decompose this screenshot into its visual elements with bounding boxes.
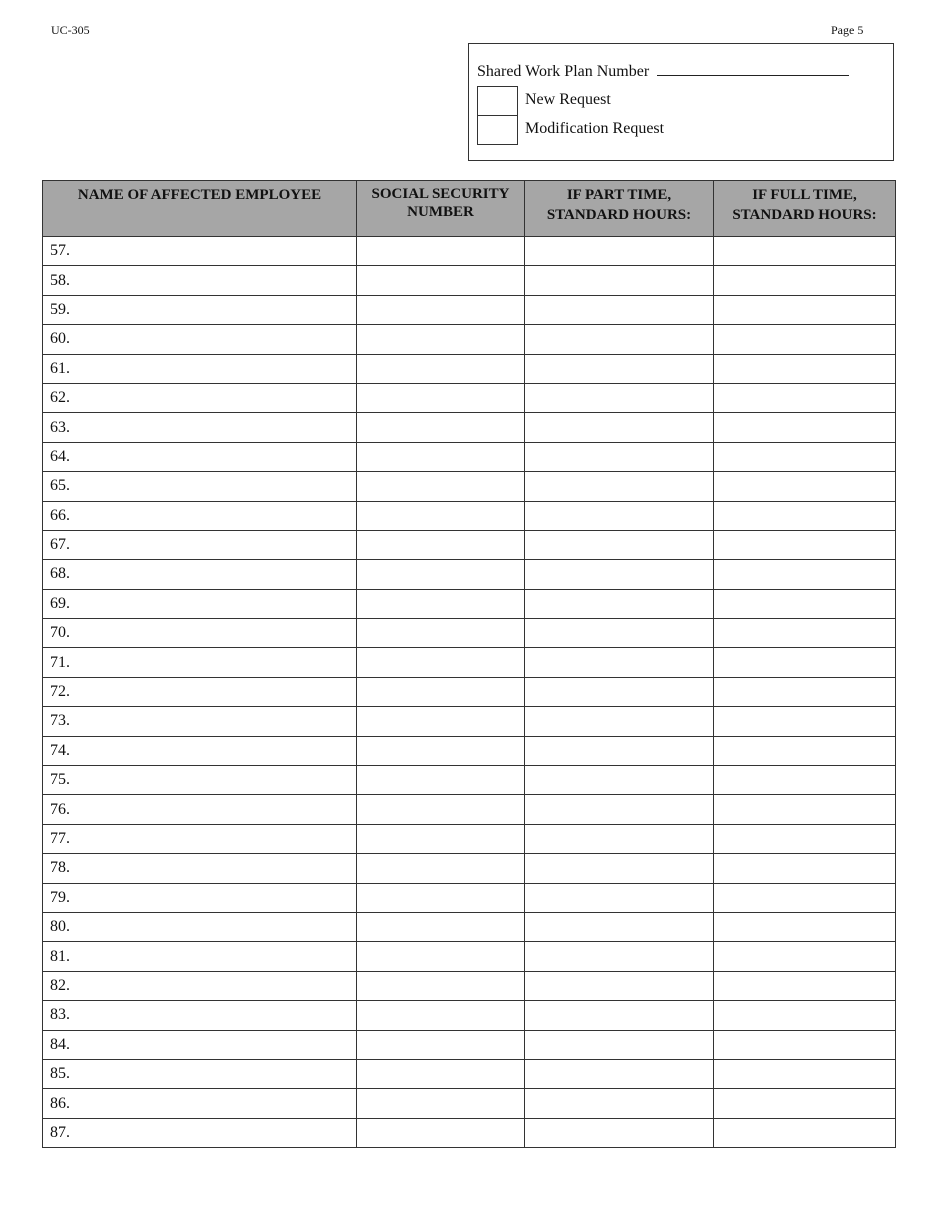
employee-name-cell[interactable]: 86.	[43, 1089, 357, 1118]
table-row	[43, 325, 896, 354]
part-time-hours-cell[interactable]	[525, 1089, 714, 1118]
table-row	[43, 736, 896, 765]
part-time-hours-cell[interactable]	[525, 325, 714, 354]
ssn-cell[interactable]	[357, 237, 525, 266]
full-time-hours-cell[interactable]	[714, 266, 896, 295]
part-time-hours-cell[interactable]	[525, 1118, 714, 1147]
ssn-cell[interactable]	[357, 677, 525, 706]
employee-name-cell[interactable]: 69.	[43, 589, 357, 618]
part-time-hours-cell[interactable]	[525, 472, 714, 501]
employee-name-cell[interactable]: 70.	[43, 619, 357, 648]
ssn-cell[interactable]	[357, 413, 525, 442]
table-row	[43, 883, 896, 912]
ssn-cell[interactable]	[357, 971, 525, 1000]
table-row	[43, 530, 896, 559]
part-time-hours-cell[interactable]	[525, 795, 714, 824]
employee-name-cell[interactable]: 87.	[43, 1118, 357, 1147]
employee-name-cell[interactable]: 62.	[43, 383, 357, 412]
modification-request-label: Modification Request	[525, 120, 665, 137]
table-row	[43, 1059, 896, 1088]
full-time-hours-cell[interactable]	[714, 472, 896, 501]
full-time-hours-cell[interactable]	[714, 530, 896, 559]
part-time-hours-cell[interactable]	[525, 883, 714, 912]
form-code: UC-305	[51, 23, 90, 37]
ssn-cell[interactable]	[357, 619, 525, 648]
full-time-hours-cell[interactable]	[714, 589, 896, 618]
employee-name-cell[interactable]: 74.	[43, 736, 357, 765]
ssn-cell[interactable]	[357, 854, 525, 883]
ssn-cell[interactable]	[357, 912, 525, 941]
employee-name-cell[interactable]: 77.	[43, 824, 357, 853]
full-time-hours-cell[interactable]	[714, 1030, 896, 1059]
employee-name-cell[interactable]: 63.	[43, 413, 357, 442]
ssn-cell[interactable]	[357, 325, 525, 354]
part-time-hours-cell[interactable]	[525, 530, 714, 559]
employee-name-cell[interactable]: 60.	[43, 325, 357, 354]
ssn-cell[interactable]	[357, 560, 525, 589]
employee-name-cell[interactable]: 85.	[43, 1059, 357, 1088]
part-time-hours-cell[interactable]	[525, 912, 714, 941]
employee-name-cell[interactable]: 79.	[43, 883, 357, 912]
table-row	[43, 942, 896, 971]
table-row	[43, 589, 896, 618]
page-number: Page 5	[831, 23, 864, 37]
full-time-hours-cell[interactable]	[714, 442, 896, 471]
table-row	[43, 501, 896, 530]
part-time-hours-cell[interactable]	[525, 237, 714, 266]
part-time-hours-cell[interactable]	[525, 648, 714, 677]
part-time-hours-cell[interactable]	[525, 619, 714, 648]
part-time-hours-cell[interactable]	[525, 501, 714, 530]
employee-name-cell[interactable]: 67.	[43, 530, 357, 559]
affected-employees-table	[42, 180, 896, 1148]
part-time-hours-cell[interactable]	[525, 766, 714, 795]
plan-number-line	[477, 61, 849, 81]
full-time-hours-cell[interactable]	[714, 824, 896, 853]
ssn-cell[interactable]	[357, 824, 525, 853]
table-row	[43, 560, 896, 589]
table-header-row	[43, 181, 896, 237]
full-time-hours-cell[interactable]	[714, 942, 896, 971]
table-row	[43, 383, 896, 412]
part-time-hours-cell[interactable]	[525, 1059, 714, 1088]
ssn-cell[interactable]	[357, 648, 525, 677]
table-row	[43, 912, 896, 941]
table-row	[43, 707, 896, 736]
ssn-cell[interactable]	[357, 883, 525, 912]
employee-name-cell[interactable]: 82.	[43, 971, 357, 1000]
part-time-hours-cell[interactable]	[525, 1030, 714, 1059]
part-time-hours-cell[interactable]	[525, 854, 714, 883]
ssn-cell[interactable]	[357, 295, 525, 324]
ssn-cell[interactable]	[357, 354, 525, 383]
table-row	[43, 648, 896, 677]
ssn-cell[interactable]	[357, 1089, 525, 1118]
full-time-hours-cell[interactable]	[714, 912, 896, 941]
employee-name-cell[interactable]: 76.	[43, 795, 357, 824]
plan-info-box	[468, 43, 894, 161]
header-full-time-hours: IF FULL TIME, STANDARD HOURS:	[714, 181, 896, 237]
table-row	[43, 619, 896, 648]
full-time-hours-cell[interactable]	[714, 795, 896, 824]
full-time-hours-cell[interactable]	[714, 1089, 896, 1118]
table-row	[43, 854, 896, 883]
part-time-hours-cell[interactable]	[525, 413, 714, 442]
full-time-hours-cell[interactable]	[714, 325, 896, 354]
employee-name-cell[interactable]: 72.	[43, 677, 357, 706]
table-row	[43, 266, 896, 295]
employee-name-cell[interactable]: 80.	[43, 912, 357, 941]
table-row	[43, 442, 896, 471]
plan-number-label: Shared Work Plan Number	[477, 63, 650, 80]
table-row	[43, 413, 896, 442]
ssn-cell[interactable]	[357, 1001, 525, 1030]
new-request-label: New Request	[525, 91, 611, 108]
full-time-hours-cell[interactable]	[714, 707, 896, 736]
part-time-hours-cell[interactable]	[525, 354, 714, 383]
full-time-hours-cell[interactable]	[714, 295, 896, 324]
table-row	[43, 237, 896, 266]
employee-name-cell[interactable]: 84.	[43, 1030, 357, 1059]
full-time-hours-cell[interactable]	[714, 883, 896, 912]
table-row	[43, 1089, 896, 1118]
employee-name-cell[interactable]: 81.	[43, 942, 357, 971]
full-time-hours-cell[interactable]	[714, 766, 896, 795]
part-time-hours-cell[interactable]	[525, 295, 714, 324]
employee-name-cell[interactable]: 68.	[43, 560, 357, 589]
modification-request-checkbox[interactable]	[477, 115, 518, 145]
ssn-cell[interactable]	[357, 266, 525, 295]
full-time-hours-cell[interactable]	[714, 560, 896, 589]
full-time-hours-cell[interactable]	[714, 413, 896, 442]
part-time-hours-cell[interactable]	[525, 442, 714, 471]
table-row	[43, 795, 896, 824]
part-time-hours-cell[interactable]	[525, 677, 714, 706]
part-time-hours-cell[interactable]	[525, 266, 714, 295]
table-row	[43, 971, 896, 1000]
part-time-hours-cell[interactable]	[525, 589, 714, 618]
part-time-hours-cell[interactable]	[525, 560, 714, 589]
ssn-cell[interactable]	[357, 472, 525, 501]
table-row	[43, 472, 896, 501]
new-request-checkbox[interactable]	[477, 86, 518, 116]
ssn-cell[interactable]	[357, 530, 525, 559]
full-time-hours-cell[interactable]	[714, 971, 896, 1000]
full-time-hours-cell[interactable]	[714, 648, 896, 677]
table-row	[43, 824, 896, 853]
part-time-hours-cell[interactable]	[525, 824, 714, 853]
employee-name-cell[interactable]: 71.	[43, 648, 357, 677]
employee-name-cell[interactable]: 57.	[43, 237, 357, 266]
table-row	[43, 295, 896, 324]
header-part-time-hours: IF PART TIME, STANDARD HOURS:	[525, 181, 714, 237]
employee-name-cell[interactable]: 58.	[43, 266, 357, 295]
full-time-hours-cell[interactable]	[714, 237, 896, 266]
full-time-hours-cell[interactable]	[714, 1118, 896, 1147]
full-time-hours-cell[interactable]	[714, 619, 896, 648]
full-time-hours-cell[interactable]	[714, 1059, 896, 1088]
ssn-cell[interactable]	[357, 442, 525, 471]
table-row	[43, 1030, 896, 1059]
ssn-cell[interactable]	[357, 766, 525, 795]
header-ssn: SOCIAL SECURITY NUMBER	[357, 181, 525, 237]
part-time-hours-cell[interactable]	[525, 1001, 714, 1030]
employee-name-cell[interactable]: 75.	[43, 766, 357, 795]
full-time-hours-cell[interactable]	[714, 677, 896, 706]
part-time-hours-cell[interactable]	[525, 942, 714, 971]
header-employee-name: NAME OF AFFECTED EMPLOYEE	[43, 181, 357, 237]
ssn-cell[interactable]	[357, 1030, 525, 1059]
ssn-cell[interactable]	[357, 589, 525, 618]
part-time-hours-cell[interactable]	[525, 971, 714, 1000]
ssn-cell[interactable]	[357, 1118, 525, 1147]
table-row	[43, 766, 896, 795]
full-time-hours-cell[interactable]	[714, 854, 896, 883]
table-row	[43, 1118, 896, 1147]
table-row	[43, 1001, 896, 1030]
full-time-hours-cell[interactable]	[714, 501, 896, 530]
ssn-cell[interactable]	[357, 942, 525, 971]
employee-name-cell[interactable]: 78.	[43, 854, 357, 883]
full-time-hours-cell[interactable]	[714, 1001, 896, 1030]
table-row	[43, 677, 896, 706]
part-time-hours-cell[interactable]	[525, 383, 714, 412]
part-time-hours-cell[interactable]	[525, 707, 714, 736]
ssn-cell[interactable]	[357, 1059, 525, 1088]
ssn-cell[interactable]	[357, 707, 525, 736]
employee-name-cell[interactable]: 65.	[43, 472, 357, 501]
full-time-hours-cell[interactable]	[714, 383, 896, 412]
ssn-cell[interactable]	[357, 736, 525, 765]
employee-name-cell[interactable]: 61.	[43, 354, 357, 383]
employee-name-cell[interactable]: 64.	[43, 442, 357, 471]
full-time-hours-cell[interactable]	[714, 736, 896, 765]
employee-name-cell[interactable]: 66.	[43, 501, 357, 530]
part-time-hours-cell[interactable]	[525, 736, 714, 765]
plan-number-field[interactable]	[657, 61, 849, 76]
employee-name-cell[interactable]: 59.	[43, 295, 357, 324]
employee-name-cell[interactable]: 83.	[43, 1001, 357, 1030]
employee-name-cell[interactable]: 73.	[43, 707, 357, 736]
full-time-hours-cell[interactable]	[714, 354, 896, 383]
table-row	[43, 354, 896, 383]
ssn-cell[interactable]	[357, 795, 525, 824]
ssn-cell[interactable]	[357, 501, 525, 530]
ssn-cell[interactable]	[357, 383, 525, 412]
